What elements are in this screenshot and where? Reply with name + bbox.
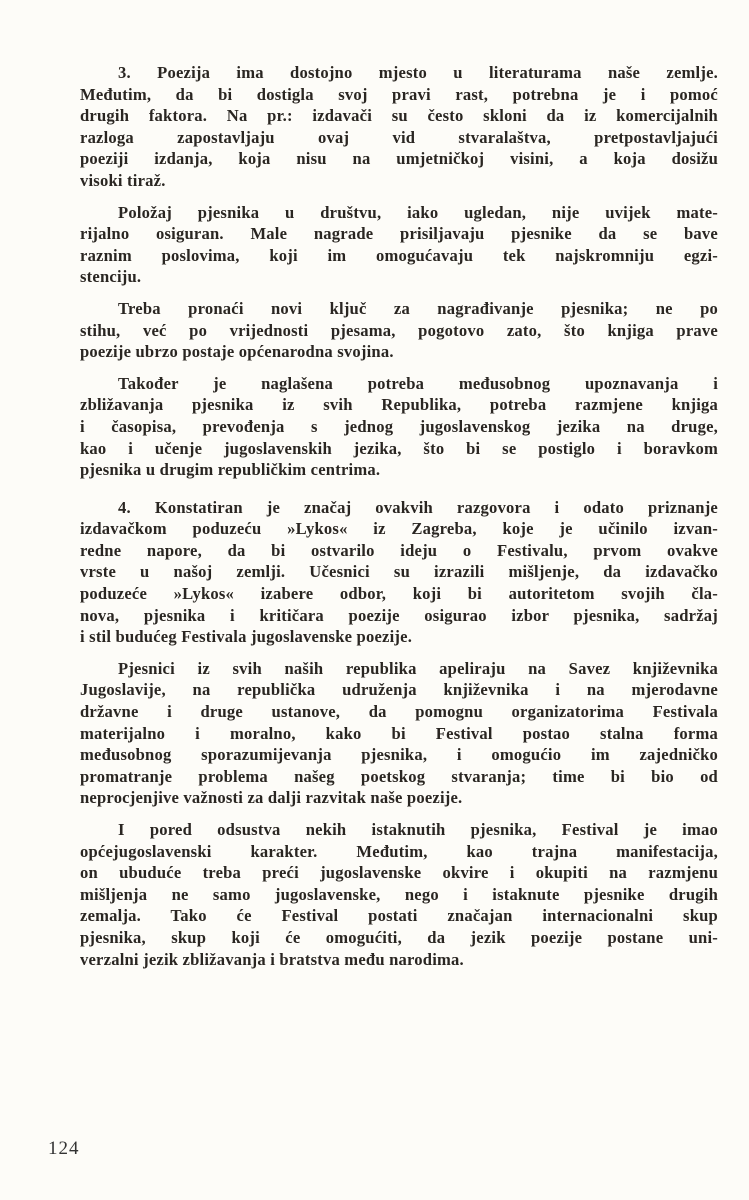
text-line: izdavačkom poduzeću »Lykos« iz Zagreba, koje je učinilo izvan- <box>80 519 718 539</box>
text-line: neprocjenjive važnosti za dalji razvitak naše poezije. <box>80 788 463 808</box>
text-line: raznim poslovima, koji im omogućavaju tek najskromniju egzi- <box>80 245 718 265</box>
text-line: Položaj pjesnika u društvu, iako ugledan, nije uvijek mate- <box>118 202 718 222</box>
paragraph <box>80 819 718 970</box>
text-line: pjesnika u drugim republičkim centrima. <box>80 460 381 480</box>
text-line: razloga zapostavljaju ovaj vid stvaralaštva, pretpostavljajući <box>80 127 718 147</box>
text-line: i stil budućeg Festivala jugoslavenske poezije. <box>80 627 413 647</box>
text-line: zemalja. Tako će Festival postati značajan internacionalni skup <box>80 906 718 926</box>
text-line: visoki tiraž. <box>80 170 166 190</box>
text-line: Međutim, da bi dostigla svoj pravi rast, potrebna je i pomoć <box>80 84 718 104</box>
text-line: zbližavanja pjesnika iz svih Republika, potreba razmjene knjiga <box>80 395 718 415</box>
text-line: drugih faktora. Na pr.: izdavači su često skloni da iz komercijalnih <box>80 106 718 126</box>
text-line: Jugoslavije, na republička udruženja književnika i na mjerodavne <box>80 680 718 700</box>
page-number: 124 <box>48 1138 80 1159</box>
text-line: poezije ubrzo postaje općenarodna svojina. <box>80 342 394 362</box>
paragraph <box>80 202 718 288</box>
text-line: rijalno osiguran. Male nagrade prisiljavaju pjesnike da se bave <box>80 224 718 244</box>
text-line: 3. Poezija ima dostojno mjesto u literaturama naše zemlje. <box>118 63 718 82</box>
paragraph <box>80 497 718 648</box>
paragraph <box>80 658 718 809</box>
text-line: kao i učenje jugoslavenskih jezika, što bi se postiglo i boravkom <box>80 438 718 458</box>
text-line: on ubuduće treba preći jugoslavenske okvire i okupiti na razmjenu <box>80 863 718 883</box>
text-line: Pjesnici iz svih naših republika apeliraju na Savez književnika <box>118 658 718 678</box>
text-line: pjesnika, skup koji će omogućiti, da jezik poezije postane uni- <box>80 927 718 947</box>
text-line: I pored odsustva nekih istaknutih pjesnika, Festival je imao <box>118 820 718 839</box>
paragraph <box>80 298 718 363</box>
text-line: verzalni jezik zbližavanja i bratstva među narodima. <box>80 949 464 969</box>
text-line: stenciju. <box>80 267 142 287</box>
text-line: 4. Konstatiran je značaj ovakvih razgovora i odato priznanje <box>118 497 718 517</box>
text-line: promatranje problema našeg poetskog stvaranja; time bi bio od <box>80 766 718 786</box>
text-line: međusobnog sporazumijevanja pjesnika, i omogućio im zajedničko <box>80 745 718 765</box>
paragraph <box>80 62 718 192</box>
page-body <box>80 62 718 980</box>
paragraph <box>80 373 718 481</box>
text-line: i časopisa, prevođenja s jednog jugoslavenskog jezika na druge, <box>80 416 718 436</box>
text-line: vrste u našoj zemlji. Učesnici su izrazili mišljenje, da izdavačko <box>80 562 718 582</box>
text-line: Također je naglašena potreba međusobnog upoznavanja i <box>118 373 718 393</box>
text-line: materijalno i moralno, kako bi Festival postao stalna forma <box>80 723 718 743</box>
text-line: poduzeće »Lykos« izabere odbor, koji bi autoritetom svojih čla- <box>80 584 718 604</box>
text-line: poeziji izdanja, koja nisu na umjetničkoj visini, a koja dosižu <box>80 149 718 169</box>
text-line: stihu, već po vrijednosti pjesama, pogotovo zato, što knjiga prave <box>80 320 718 340</box>
text-line: Treba pronaći novi ključ za nagrađivanje pjesnika; ne po <box>118 298 718 318</box>
text-line: mišljenja ne samo jugoslavenske, nego i istaknute pjesnike drugih <box>80 884 718 904</box>
text-line: nova, pjesnika i kritičara poezije osigurao izbor pjesnika, sadržaj <box>80 605 718 625</box>
text-line: državne i druge ustanove, da pomognu organizatorima Festivala <box>80 702 718 722</box>
text-line: općejugoslavenski karakter. Međutim, kao trajna manifestacija, <box>80 841 718 861</box>
text-line: redne napore, da bi ostvarilo ideju o Festivalu, prvom ovakve <box>80 540 718 560</box>
